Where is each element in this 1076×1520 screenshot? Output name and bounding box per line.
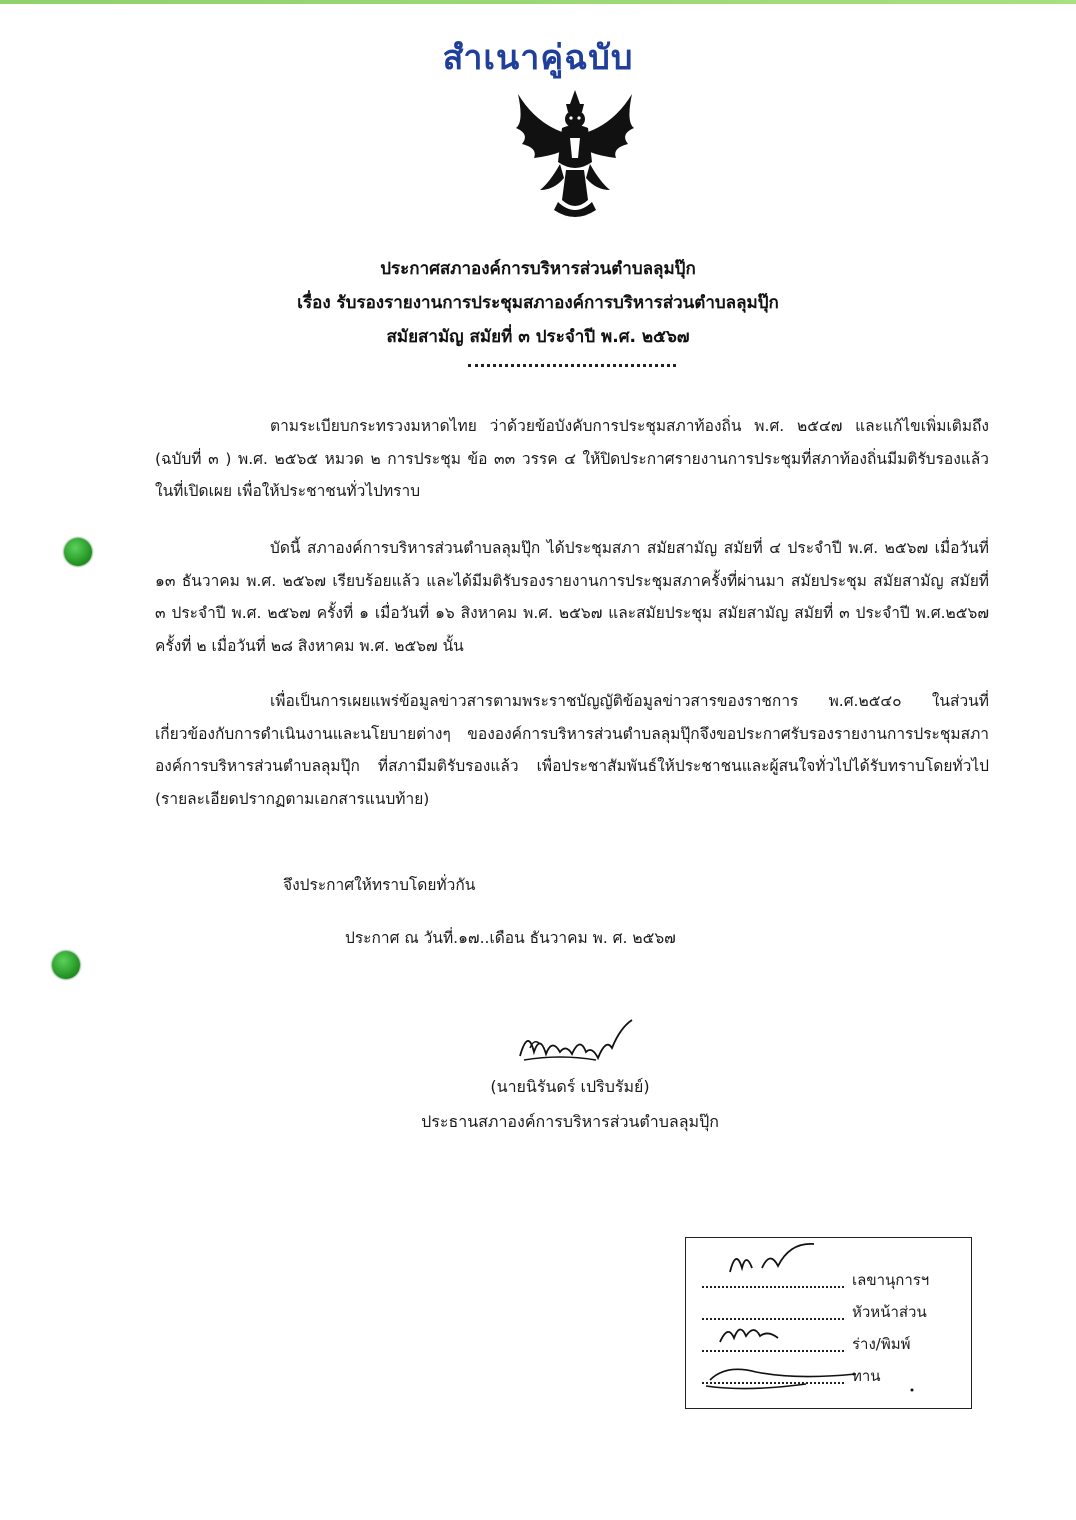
top-color-strip [0,0,1076,4]
copy-stamp: สำเนาคู่ฉบับ [442,38,634,78]
announcement-session: สมัยสามัญ สมัยที่ ๓ ประจำปี พ.ศ. ๒๕๖๗ [386,327,690,347]
body-paragraph-3: เพื่อเป็นการเผยแพร่ข้อมูลข่าวสารตามพระราชบัญญัติข้อมูลข่าวสารของราชการ พ.ศ.๒๕๔๐ ในส่วนที่เกี่ยวข้องกับการดำเนินงานและนโยบายต่างๆ ขององค์การบริหารส่วนตำบลลุมปุ๊กจึงขอประกาศรับรองรายงานการประชุมสภาองค์การบริหารส่วนตำบลลุมปุ๊ก ที่สภามีมติรับรองแล้ว เพื่อประชาสัมพันธ์ให้ประชาชนและผู้สนใจทั่วไปได้รับทราบโดยทั่วไป (รายละเอียดปรากฏตามเอกสารแนบท้าย) [155,692,989,808]
body-paragraph-2: บัดนี้ สภาองค์การบริหารส่วนตำบลลุมปุ๊ก ได้ประชุมสภา สมัยสามัญ สมัยที่ ๔ ประจำปี พ.ศ. ๒๕๖๗ เมื่อวันที่ ๑๓ ธันวาคม พ.ศ. ๒๕๖๗ เรียบร้อยแล้ว และได้มีมติรับรองรายงานการประชุมสภาครั้งที่ผ่านมา สมัยประชุม สมัยสามัญ สมัยที่ ๓ ประจำปี พ.ศ. ๒๕๖๗ ครั้งที่ ๑ เมื่อวันที่ ๑๖ สิงหาคม พ.ศ. ๒๕๖๗ และสมัยประชุม สมัยสามัญ สมัยที่ ๓ ประจำปี พ.ศ.๒๕๖๗ ครั้งที่ ๒ เมื่อวันที่ ๒๘ สิงหาคม พ.ศ. ๒๕๖๗ นั้น [155,539,989,655]
approval-row-label: หัวหน้าส่วน [852,1303,927,1321]
approval-row-label: เลขานุการฯ [852,1271,930,1289]
signer-title: ประธานสภาองค์การบริหารส่วนตำบลลุมปุ๊ก [421,1112,719,1131]
announcement-title: ประกาศสภาองค์การบริหารส่วนตำบลลุมปุ๊ก [380,259,696,279]
approval-row-label: ทาน [852,1367,881,1385]
announcement-subject: เรื่อง รับรองรายงานการประชุมสภาองค์การบริหารส่วนตำบลลุมปุ๊ก [297,293,779,313]
dotted-divider [468,364,676,367]
body-paragraph-1: ตามระเบียบกระทรวงมหาดไทย ว่าด้วยข้อบังคับการประชุมสภาท้องถิ่น พ.ศ. ๒๕๔๗ และแก้ไขเพิ่มเติมถึง (ฉบับที่ ๓ ) พ.ศ. ๒๕๖๕ หมวด ๒ การประชุม ข้อ ๓๓ วรรค ๔ ให้ปิดประกาศรายงานการประชุมที่สภาท้องถิ่นมีมติรับรองแล้ว ในที่เปิดเผย เพื่อให้ประชาชนทั่วไปทราบ [155,417,989,500]
garuda-emblem-icon [500,82,650,222]
closing-statement: จึงประกาศให้ทราบโดยทั่วกัน [283,876,476,894]
approval-initials-box [685,1237,972,1409]
handwritten-signature [500,1008,640,1078]
approval-row-label: ร่าง/พิมพ์ [852,1335,911,1353]
signer-name: (นายนิรันดร์ เปริบรัมย์) [490,1077,650,1096]
announcement-date: ประกาศ ณ วันที่.๑๗..เดือน ธันวาคม พ. ศ. ๒๕๖๗ [345,929,676,947]
punch-hole-marker [52,951,80,979]
punch-hole-marker [64,538,92,566]
handwritten-initials [686,1238,971,1408]
